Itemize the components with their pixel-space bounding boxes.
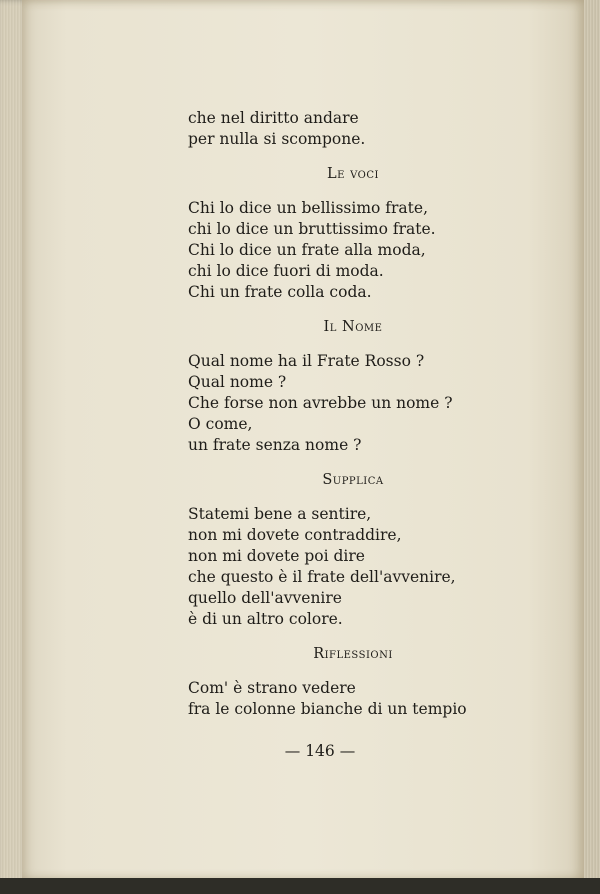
page-number: — 146 — bbox=[284, 742, 356, 760]
book-cover-edge bbox=[0, 878, 600, 894]
poem-line: non mi dovete poi dire bbox=[188, 547, 365, 565]
poem-text bbox=[188, 108, 518, 720]
stanza-riflessioni bbox=[188, 678, 518, 720]
poem-line: fra le colonne bianche di un tempio bbox=[188, 700, 467, 718]
section-heading-le-voci: Le voci bbox=[327, 166, 379, 182]
poem-line: che nel diritto andare bbox=[188, 109, 359, 127]
poem-line: che questo è il frate dell'avvenire, bbox=[188, 568, 456, 586]
stanza-supplica bbox=[188, 504, 518, 630]
poem-line: per nulla si scompone. bbox=[188, 130, 366, 148]
poem-line: Chi lo dice un frate alla moda, bbox=[188, 241, 426, 259]
stanza-il-nome bbox=[188, 351, 518, 456]
poem-line: O come, bbox=[188, 415, 253, 433]
poem-line: chi lo dice fuori di moda. bbox=[188, 262, 384, 280]
poem-line: non mi dovete contraddire, bbox=[188, 526, 402, 544]
section-heading-riflessioni: Riflessioni bbox=[313, 646, 393, 662]
poem-line: Chi lo dice un bellissimo frate, bbox=[188, 199, 429, 217]
poem-line: chi lo dice un bruttissimo frate. bbox=[188, 220, 436, 238]
poem-line: Statemi bene a sentire, bbox=[188, 505, 372, 523]
poem-line: è di un altro colore. bbox=[188, 610, 343, 628]
poem-line: Qual nome ha il Frate Rosso ? bbox=[188, 352, 425, 370]
stanza-le-voci bbox=[188, 198, 518, 303]
poem-line: Qual nome ? bbox=[188, 373, 287, 391]
poem-line: un frate senza nome ? bbox=[188, 436, 362, 454]
section-heading-il-nome: Il Nome bbox=[323, 319, 383, 335]
poem-line: Chi un frate colla coda. bbox=[188, 283, 372, 301]
poem-line: quello dell'avvenire bbox=[188, 589, 342, 607]
poem-line: Com' è strano vedere bbox=[188, 679, 356, 697]
section-heading-supplica: Supplica bbox=[322, 472, 384, 488]
poem-line: Che forse non avrebbe un nome ? bbox=[188, 394, 453, 412]
